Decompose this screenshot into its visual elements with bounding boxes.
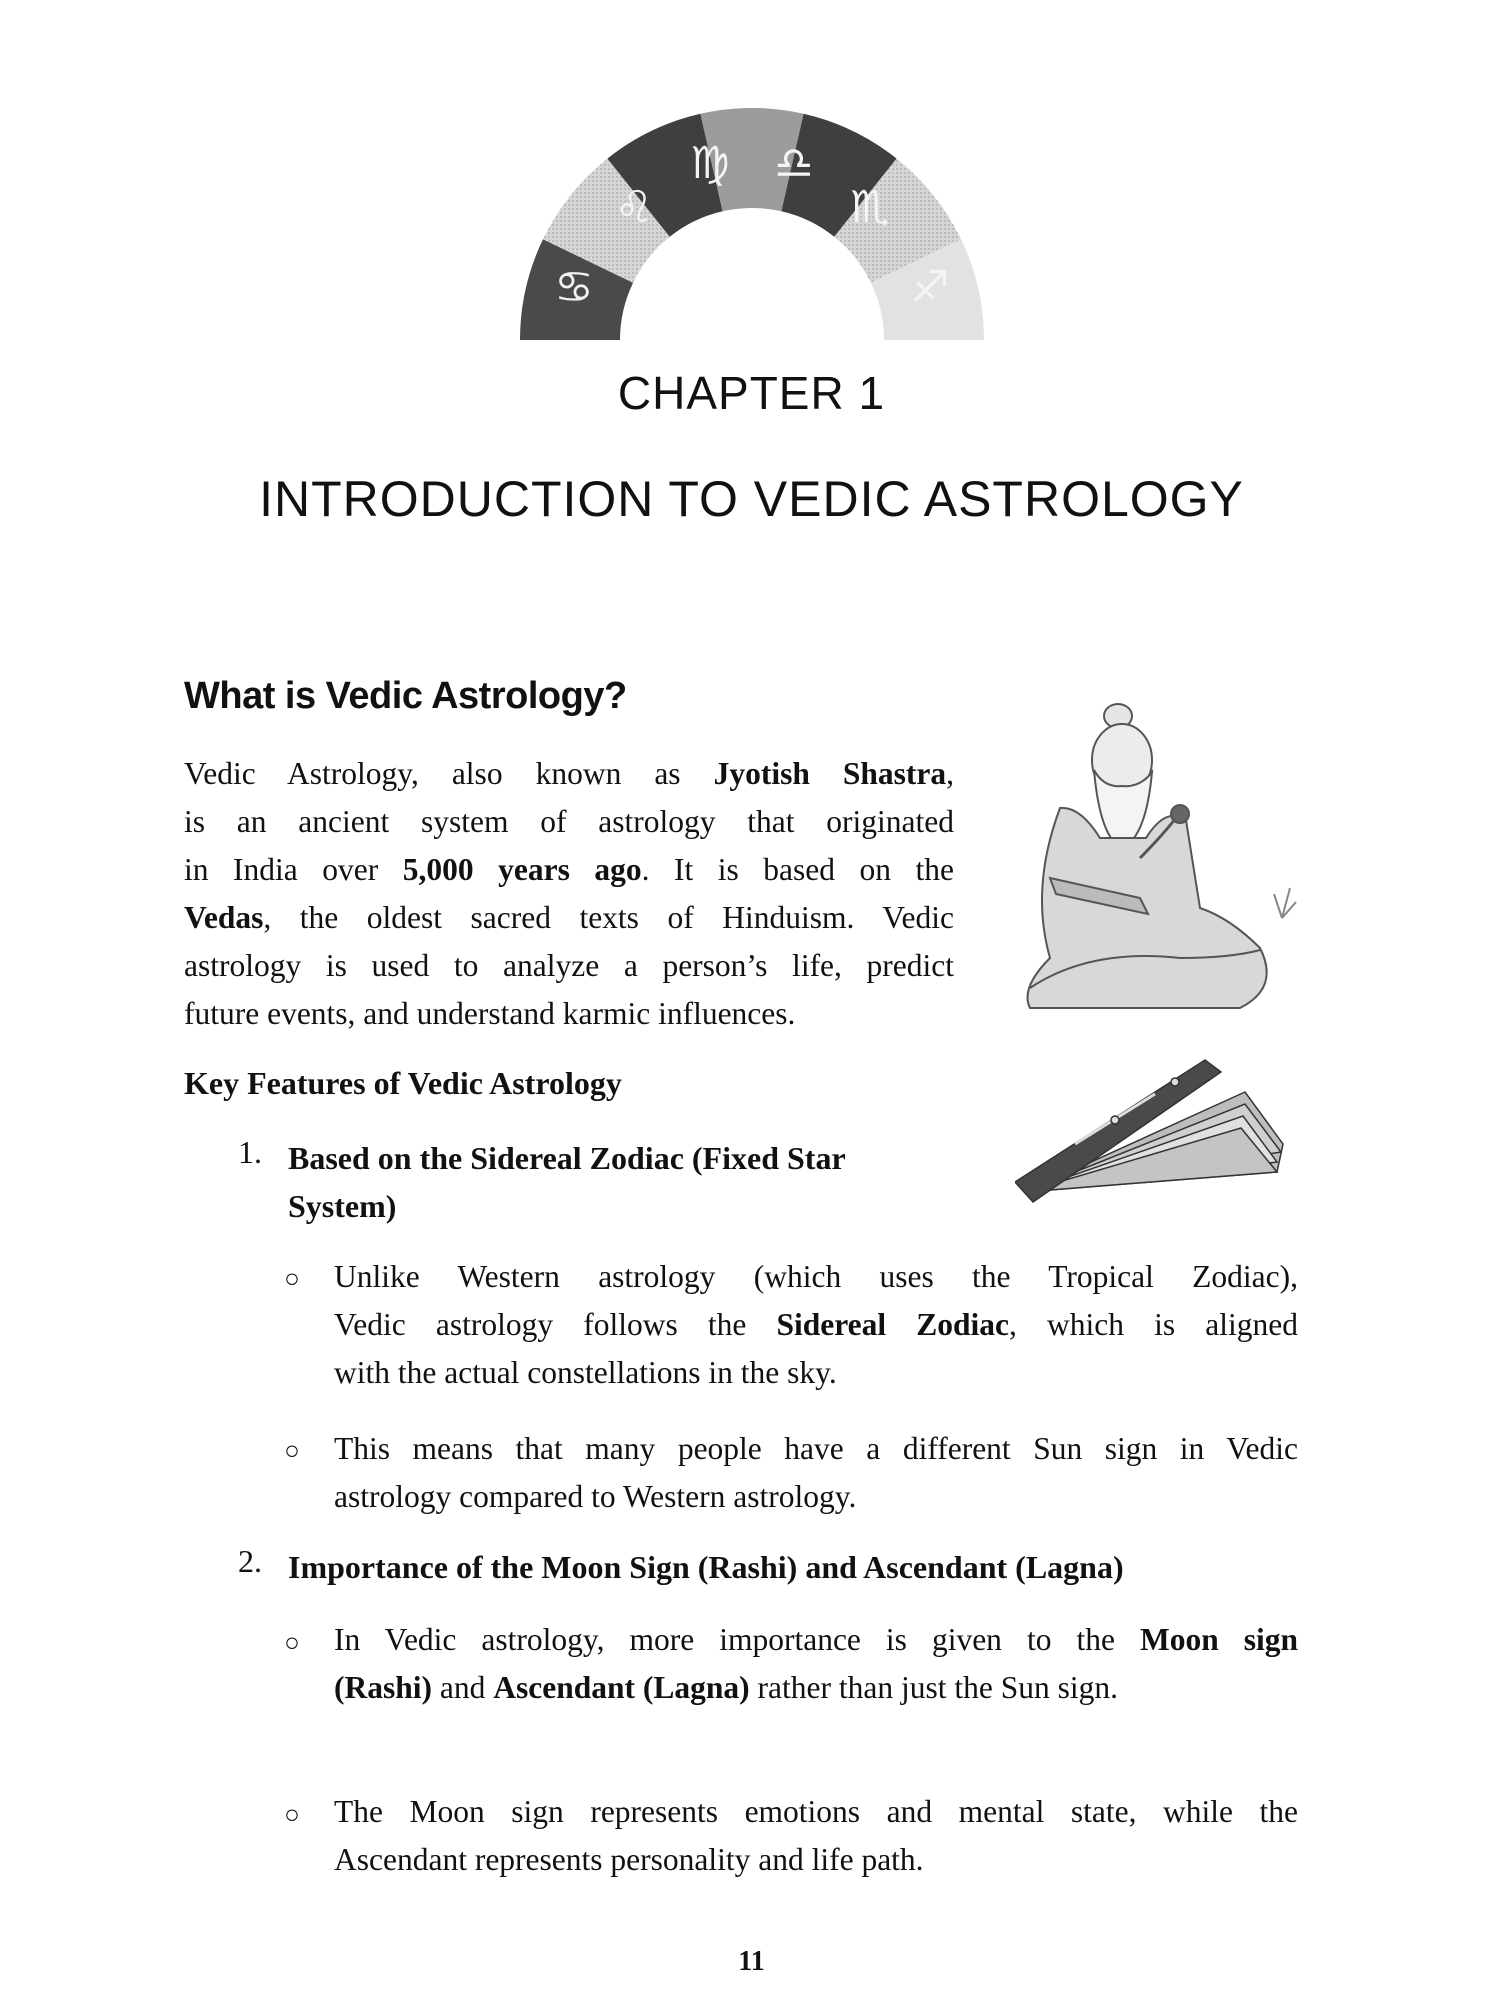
list-number: 1. [238, 1134, 262, 1170]
page-number: 11 [738, 1946, 765, 1977]
bullet-marker: ○ [284, 1628, 300, 1657]
bullet-marker: ○ [284, 1436, 300, 1465]
svg-text:♎: ♎ [774, 138, 814, 189]
bullet-text: Unlike Western astrology (which uses the Tropical Zodiac), Vedic astrology follows the Sidereal Zodiac, which is aligned with the actual constellations in the sky. [334, 1259, 1298, 1390]
list-number: 2. [238, 1543, 262, 1579]
bullet-marker: ○ [284, 1800, 300, 1829]
chapter-title: INTRODUCTION TO VEDIC ASTROLOGY [259, 471, 1244, 527]
bullet-text: In Vedic astrology, more importance is given to the Moon sign (Rashi) and Ascendant (Lagna) rather than just the Sun sign. [334, 1622, 1299, 1705]
svg-text:♌: ♌ [614, 182, 654, 233]
list-item-title: Based on the Sidereal Zodiac (Fixed Star System) [288, 1140, 846, 1224]
svg-text:♐: ♐ [910, 262, 950, 313]
palm-leaf-manuscript-icon [1015, 1052, 1285, 1220]
zodiac-arc-icon [508, 108, 996, 348]
intro-paragraph: Vedic Astrology, also known as Jyotish Shastra, is an ancient system of astrology that originated in India over 5,000 years ago. It is based on the Vedas, the oldest sacred texts of Hinduism. Vedic astrology is used to analyze a person’s life, predict future events, and understand karmic influences. [184, 756, 954, 1031]
svg-text:♍: ♍ [690, 138, 730, 189]
sage-illustration-icon [990, 688, 1300, 1018]
bullet-text: The Moon sign represents emotions and mental state, while the Ascendant represents personality and life path. [334, 1794, 1298, 1877]
section-heading: What is Vedic Astrology? [184, 675, 627, 717]
list-item-title: Importance of the Moon Sign (Rashi) and Ascendant (Lagna) [288, 1549, 1124, 1585]
chapter-label: CHAPTER 1 [617, 367, 886, 419]
svg-text:♏: ♏ [850, 182, 890, 233]
features-heading: Key Features of Vedic Astrology [184, 1065, 622, 1101]
svg-text:♋: ♋ [554, 262, 594, 313]
bullet-marker: ○ [284, 1264, 300, 1293]
bullet-text: This means that many people have a different Sun sign in Vedic astrology compared to Western astrology. [334, 1431, 1298, 1514]
